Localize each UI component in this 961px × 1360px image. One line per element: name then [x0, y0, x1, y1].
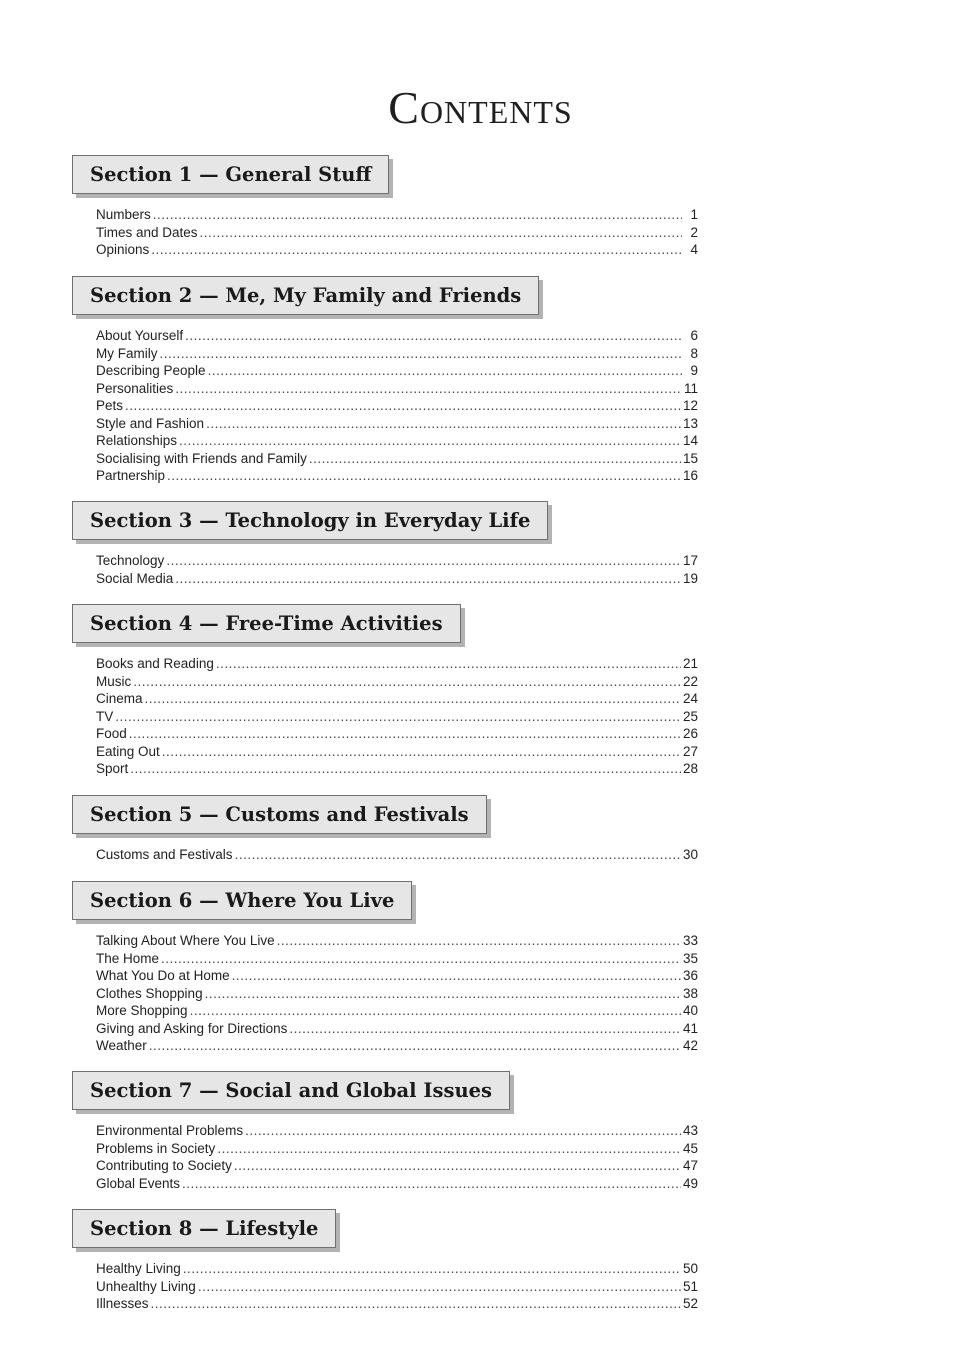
- section-heading: Section 5 — Customs and Festivals: [72, 795, 487, 834]
- dot-leader: [125, 397, 681, 415]
- entry-page-number: 36: [682, 968, 698, 983]
- dot-leader: [160, 345, 683, 363]
- toc-entry[interactable]: [96, 1140, 698, 1158]
- entry-title: Customs and Festivals: [96, 847, 233, 862]
- toc-entry[interactable]: [96, 1175, 698, 1193]
- entry-list: [96, 655, 698, 778]
- toc-entry[interactable]: [96, 690, 698, 708]
- section-block: [72, 604, 712, 778]
- dot-leader: [133, 673, 681, 691]
- entry-title: Environmental Problems: [96, 1123, 244, 1138]
- toc-entry[interactable]: [96, 241, 698, 259]
- entry-title: Eating Out: [96, 743, 160, 759]
- entry-title: Describing People: [96, 363, 206, 378]
- entry-title: Times and Dates: [96, 224, 198, 240]
- entry-page-number: 47: [682, 1158, 698, 1173]
- entry-page-number: 52: [682, 1296, 698, 1311]
- entry-title: Technology: [96, 553, 165, 568]
- section-heading: Section 7 — Social and Global Issues: [72, 1071, 510, 1110]
- entry-page-number: 27: [682, 743, 698, 759]
- toc-entry[interactable]: [96, 1020, 698, 1038]
- toc-entry[interactable]: [96, 224, 698, 242]
- dot-leader: [182, 1175, 681, 1193]
- entry-list: [96, 846, 698, 864]
- entry-title: Opinions: [96, 242, 150, 257]
- entry-list: [96, 1260, 698, 1313]
- entry-title: More Shopping: [96, 1003, 188, 1018]
- entry-page-number: 4: [690, 242, 698, 257]
- entry-list: [96, 552, 698, 587]
- entry-list: [96, 932, 698, 1055]
- entry-page-number: 35: [682, 950, 698, 966]
- dot-leader: [151, 241, 682, 259]
- entry-page-number: 13: [682, 415, 698, 431]
- toc-entry[interactable]: [96, 397, 698, 415]
- toc-entry[interactable]: [96, 932, 698, 950]
- entry-title: Clothes Shopping: [96, 985, 203, 1001]
- entry-page-number: 45: [682, 1140, 698, 1156]
- toc-entry[interactable]: [96, 362, 698, 380]
- entry-title: Illnesses: [96, 1296, 149, 1311]
- toc-entry[interactable]: [96, 1002, 698, 1020]
- dot-leader: [175, 570, 681, 588]
- section-heading: Section 4 — Free-Time Activities: [72, 604, 461, 643]
- entry-page-number: 19: [682, 570, 698, 586]
- dot-leader: [277, 932, 681, 950]
- entry-title: Healthy Living: [96, 1261, 181, 1276]
- entry-list: [96, 1122, 698, 1192]
- toc-entry[interactable]: [96, 327, 698, 345]
- page-title: Contents: [388, 82, 573, 133]
- toc-entry[interactable]: [96, 950, 698, 968]
- dot-leader: [167, 467, 681, 485]
- entry-title: My Family: [96, 345, 158, 361]
- entry-title: What You Do at Home: [96, 968, 230, 983]
- dot-leader: [130, 760, 681, 778]
- entry-page-number: 28: [682, 761, 698, 776]
- toc-entry[interactable]: [96, 552, 698, 570]
- entry-page-number: 25: [682, 708, 698, 724]
- dot-leader: [183, 1260, 681, 1278]
- entry-title: Music: [96, 673, 132, 689]
- dot-leader: [185, 327, 682, 345]
- entry-title: Weather: [96, 1038, 147, 1053]
- section-heading: Section 8 — Lifestyle: [72, 1209, 336, 1248]
- section-block: [72, 795, 712, 864]
- entry-page-number: 16: [682, 468, 698, 483]
- dot-leader: [175, 380, 682, 398]
- entry-title: Problems in Society: [96, 1140, 216, 1156]
- entry-title: Giving and Asking for Directions: [96, 1020, 288, 1036]
- dot-leader: [153, 206, 682, 224]
- dot-leader: [162, 743, 681, 761]
- toc-entry[interactable]: [96, 708, 698, 726]
- entry-page-number: 50: [682, 1261, 698, 1276]
- toc-entry[interactable]: [96, 846, 698, 864]
- dot-leader: [205, 985, 681, 1003]
- entry-page-number: 30: [682, 847, 698, 862]
- entry-title: Global Events: [96, 1175, 181, 1191]
- entry-title: Books and Reading: [96, 656, 214, 671]
- entry-title: Social Media: [96, 570, 174, 586]
- dot-leader: [309, 450, 681, 468]
- section-heading: Section 1 — General Stuff: [72, 155, 389, 194]
- entry-title: Numbers: [96, 207, 151, 222]
- toc-entry[interactable]: [96, 1157, 698, 1175]
- entry-page-number: 40: [682, 1003, 698, 1018]
- entry-list: [96, 206, 698, 259]
- dot-leader: [216, 655, 681, 673]
- toc-entry[interactable]: [96, 1295, 698, 1313]
- entry-page-number: 26: [682, 726, 698, 741]
- dot-leader: [232, 967, 681, 985]
- toc-entry[interactable]: [96, 450, 698, 468]
- dot-leader: [206, 415, 681, 433]
- entry-page-number: 14: [682, 433, 698, 448]
- dot-leader: [245, 1122, 681, 1140]
- entry-page-number: 9: [690, 363, 698, 378]
- entry-title: Socialising with Friends and Family: [96, 450, 307, 466]
- toc-entry[interactable]: [96, 345, 698, 363]
- section-heading: Section 2 — Me, My Family and Friends: [72, 276, 539, 315]
- toc-entry[interactable]: [96, 725, 698, 743]
- section-block: [72, 1071, 712, 1192]
- entry-page-number: 43: [682, 1123, 698, 1138]
- entry-page-number: 42: [682, 1038, 698, 1053]
- entry-title: The Home: [96, 950, 160, 966]
- entry-page-number: 41: [682, 1020, 698, 1036]
- toc-entry[interactable]: [96, 1260, 698, 1278]
- entry-page-number: 12: [682, 398, 698, 413]
- entry-page-number: 24: [682, 691, 698, 706]
- dot-leader: [179, 432, 681, 450]
- entry-title: Pets: [96, 398, 124, 413]
- entry-title: Sport: [96, 761, 129, 776]
- entry-title: Style and Fashion: [96, 415, 205, 431]
- toc-entry[interactable]: [96, 760, 698, 778]
- toc-entry[interactable]: [96, 415, 698, 433]
- dot-leader: [208, 362, 682, 380]
- entry-page-number: 22: [682, 673, 698, 689]
- toc-entry[interactable]: [96, 967, 698, 985]
- section-heading: Section 3 — Technology in Everyday Life: [72, 501, 548, 540]
- toc-entry[interactable]: [96, 206, 698, 224]
- toc-entry[interactable]: [96, 1278, 698, 1296]
- dot-leader: [198, 1278, 681, 1296]
- toc-entry[interactable]: [96, 655, 698, 673]
- section-block: [72, 155, 712, 259]
- dot-leader: [190, 1002, 681, 1020]
- section-block: [72, 881, 712, 1055]
- dot-leader: [200, 224, 682, 242]
- entry-page-number: 6: [690, 328, 698, 343]
- dot-leader: [149, 1037, 681, 1055]
- dot-leader: [129, 725, 681, 743]
- toc-entry[interactable]: [96, 985, 698, 1003]
- dot-leader: [166, 552, 681, 570]
- dot-leader: [235, 846, 681, 864]
- section-block: [72, 276, 712, 485]
- entry-page-number: 11: [683, 380, 698, 396]
- entry-page-number: 33: [682, 933, 698, 948]
- entry-page-number: 1: [690, 207, 698, 222]
- entry-page-number: 38: [682, 985, 698, 1001]
- toc-entry[interactable]: [96, 380, 698, 398]
- entry-title: TV: [96, 708, 114, 724]
- entry-title: Partnership: [96, 468, 166, 483]
- entry-page-number: 15: [682, 450, 698, 466]
- entry-title: Relationships: [96, 433, 178, 448]
- dot-leader: [161, 950, 681, 968]
- toc-entry[interactable]: [96, 432, 698, 450]
- dot-leader: [234, 1157, 681, 1175]
- entry-page-number: 51: [682, 1278, 698, 1294]
- dot-leader: [145, 690, 681, 708]
- entry-title: Food: [96, 726, 127, 741]
- entry-title: Contributing to Society: [96, 1158, 232, 1173]
- entry-page-number: 2: [690, 224, 698, 240]
- entry-page-number: 17: [682, 553, 698, 568]
- entry-title: Personalities: [96, 380, 174, 396]
- toc-entry[interactable]: [96, 467, 698, 485]
- dot-leader: [217, 1140, 681, 1158]
- entry-page-number: 49: [682, 1175, 698, 1191]
- toc-entry[interactable]: [96, 673, 698, 691]
- section-block: [72, 501, 712, 587]
- entry-title: Cinema: [96, 691, 143, 706]
- entry-title: Unhealthy Living: [96, 1278, 196, 1294]
- dot-leader: [115, 708, 681, 726]
- dot-leader: [151, 1295, 681, 1313]
- toc-entry[interactable]: [96, 743, 698, 761]
- entry-list: [96, 327, 698, 485]
- dot-leader: [289, 1020, 681, 1038]
- entry-title: About Yourself: [96, 328, 184, 343]
- toc-entry[interactable]: [96, 1122, 698, 1140]
- section-block: [72, 1209, 712, 1313]
- entry-page-number: 21: [682, 656, 698, 671]
- entry-page-number: 8: [690, 345, 698, 361]
- entry-title: Talking About Where You Live: [96, 933, 275, 948]
- section-heading: Section 6 — Where You Live: [72, 881, 412, 920]
- toc-entry[interactable]: [96, 1037, 698, 1055]
- toc-entry[interactable]: [96, 570, 698, 588]
